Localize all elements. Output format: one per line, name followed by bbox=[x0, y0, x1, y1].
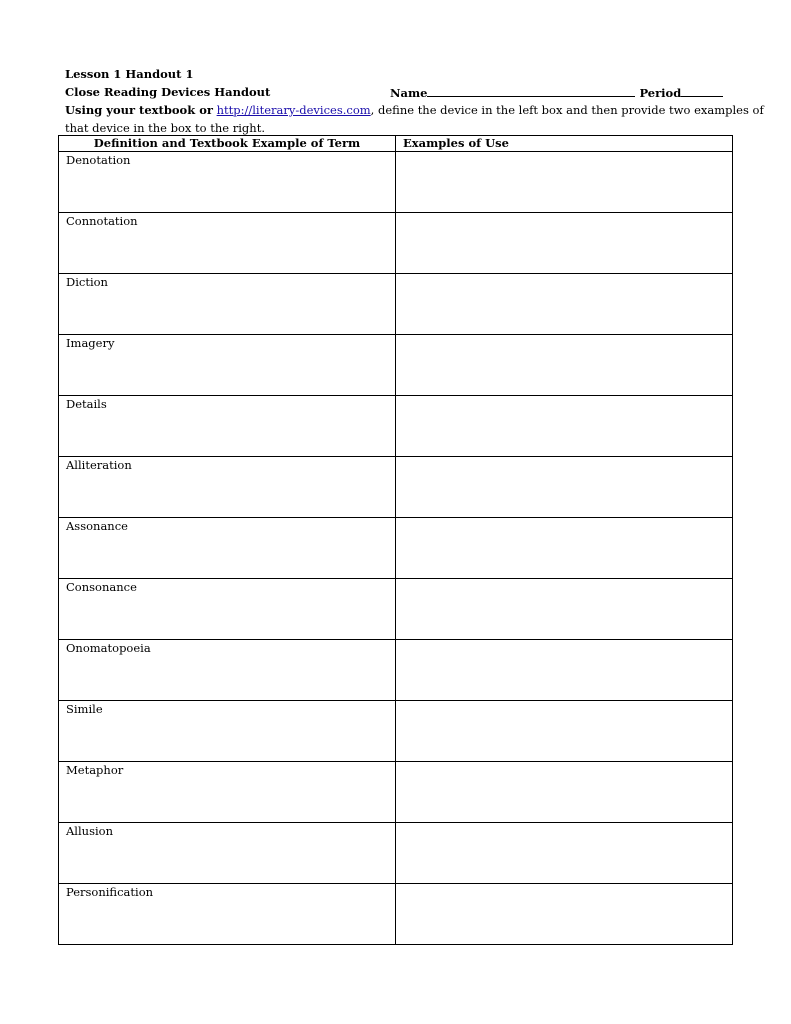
term-definition-cell[interactable]: Allusion bbox=[59, 823, 396, 884]
examples-cell[interactable] bbox=[396, 884, 733, 945]
term-definition-cell[interactable]: Imagery bbox=[59, 335, 396, 396]
table-body bbox=[59, 152, 733, 945]
handout-title: Close Reading Devices Handout bbox=[65, 85, 271, 99]
instructions-bold: Using your textbook or bbox=[65, 103, 213, 117]
table-row bbox=[59, 152, 733, 213]
definition-column-header: Definition and Textbook Example of Term bbox=[59, 136, 396, 152]
examples-cell[interactable] bbox=[396, 274, 733, 335]
examples-cell[interactable] bbox=[396, 701, 733, 762]
table-row bbox=[59, 884, 733, 945]
table-row bbox=[59, 762, 733, 823]
term-definition-cell[interactable]: Assonance bbox=[59, 518, 396, 579]
term-definition-cell[interactable]: Personification bbox=[59, 884, 396, 945]
devices-table bbox=[58, 135, 733, 945]
examples-cell[interactable] bbox=[396, 152, 733, 213]
term-definition-cell[interactable]: Onomatopoeia bbox=[59, 640, 396, 701]
handout-header bbox=[65, 65, 764, 137]
term-definition-cell[interactable]: Alliteration bbox=[59, 457, 396, 518]
name-field[interactable] bbox=[427, 83, 635, 97]
name-label: Name bbox=[390, 86, 428, 100]
examples-cell[interactable] bbox=[396, 823, 733, 884]
term-definition-cell[interactable]: Simile bbox=[59, 701, 396, 762]
examples-cell[interactable] bbox=[396, 457, 733, 518]
term-definition-cell[interactable]: Diction bbox=[59, 274, 396, 335]
table-header-row bbox=[59, 136, 733, 152]
term-definition-cell[interactable]: Connotation bbox=[59, 213, 396, 274]
examples-cell[interactable] bbox=[396, 579, 733, 640]
table-row bbox=[59, 274, 733, 335]
term-definition-cell[interactable]: Details bbox=[59, 396, 396, 457]
instructions-rest: , define the device in the left box and then provide two examples of bbox=[370, 103, 764, 117]
literary-devices-link[interactable]: http://literary-devices.com bbox=[216, 103, 371, 117]
examples-cell[interactable] bbox=[396, 335, 733, 396]
examples-cell[interactable] bbox=[396, 396, 733, 457]
term-definition-cell[interactable]: Denotation bbox=[59, 152, 396, 213]
term-definition-cell[interactable]: Consonance bbox=[59, 579, 396, 640]
table-row bbox=[59, 579, 733, 640]
examples-cell[interactable] bbox=[396, 213, 733, 274]
lesson-title: Lesson 1 Handout 1 bbox=[65, 67, 194, 81]
instructions-line-2: that device in the box to the right. bbox=[65, 121, 265, 135]
table-row bbox=[59, 396, 733, 457]
examples-cell[interactable] bbox=[396, 762, 733, 823]
table-row bbox=[59, 701, 733, 762]
table-row bbox=[59, 335, 733, 396]
period-field[interactable] bbox=[681, 83, 723, 97]
table-row bbox=[59, 518, 733, 579]
instructions-line-1 bbox=[65, 101, 764, 119]
term-definition-cell[interactable]: Metaphor bbox=[59, 762, 396, 823]
table-row bbox=[59, 457, 733, 518]
period-label: Period bbox=[639, 86, 682, 100]
table-row bbox=[59, 213, 733, 274]
examples-cell[interactable] bbox=[396, 518, 733, 579]
examples-column-header: Examples of Use bbox=[396, 136, 733, 152]
handout-title-row bbox=[65, 83, 735, 101]
table-row bbox=[59, 823, 733, 884]
examples-cell[interactable] bbox=[396, 640, 733, 701]
name-period-area bbox=[390, 83, 723, 102]
table-row bbox=[59, 640, 733, 701]
